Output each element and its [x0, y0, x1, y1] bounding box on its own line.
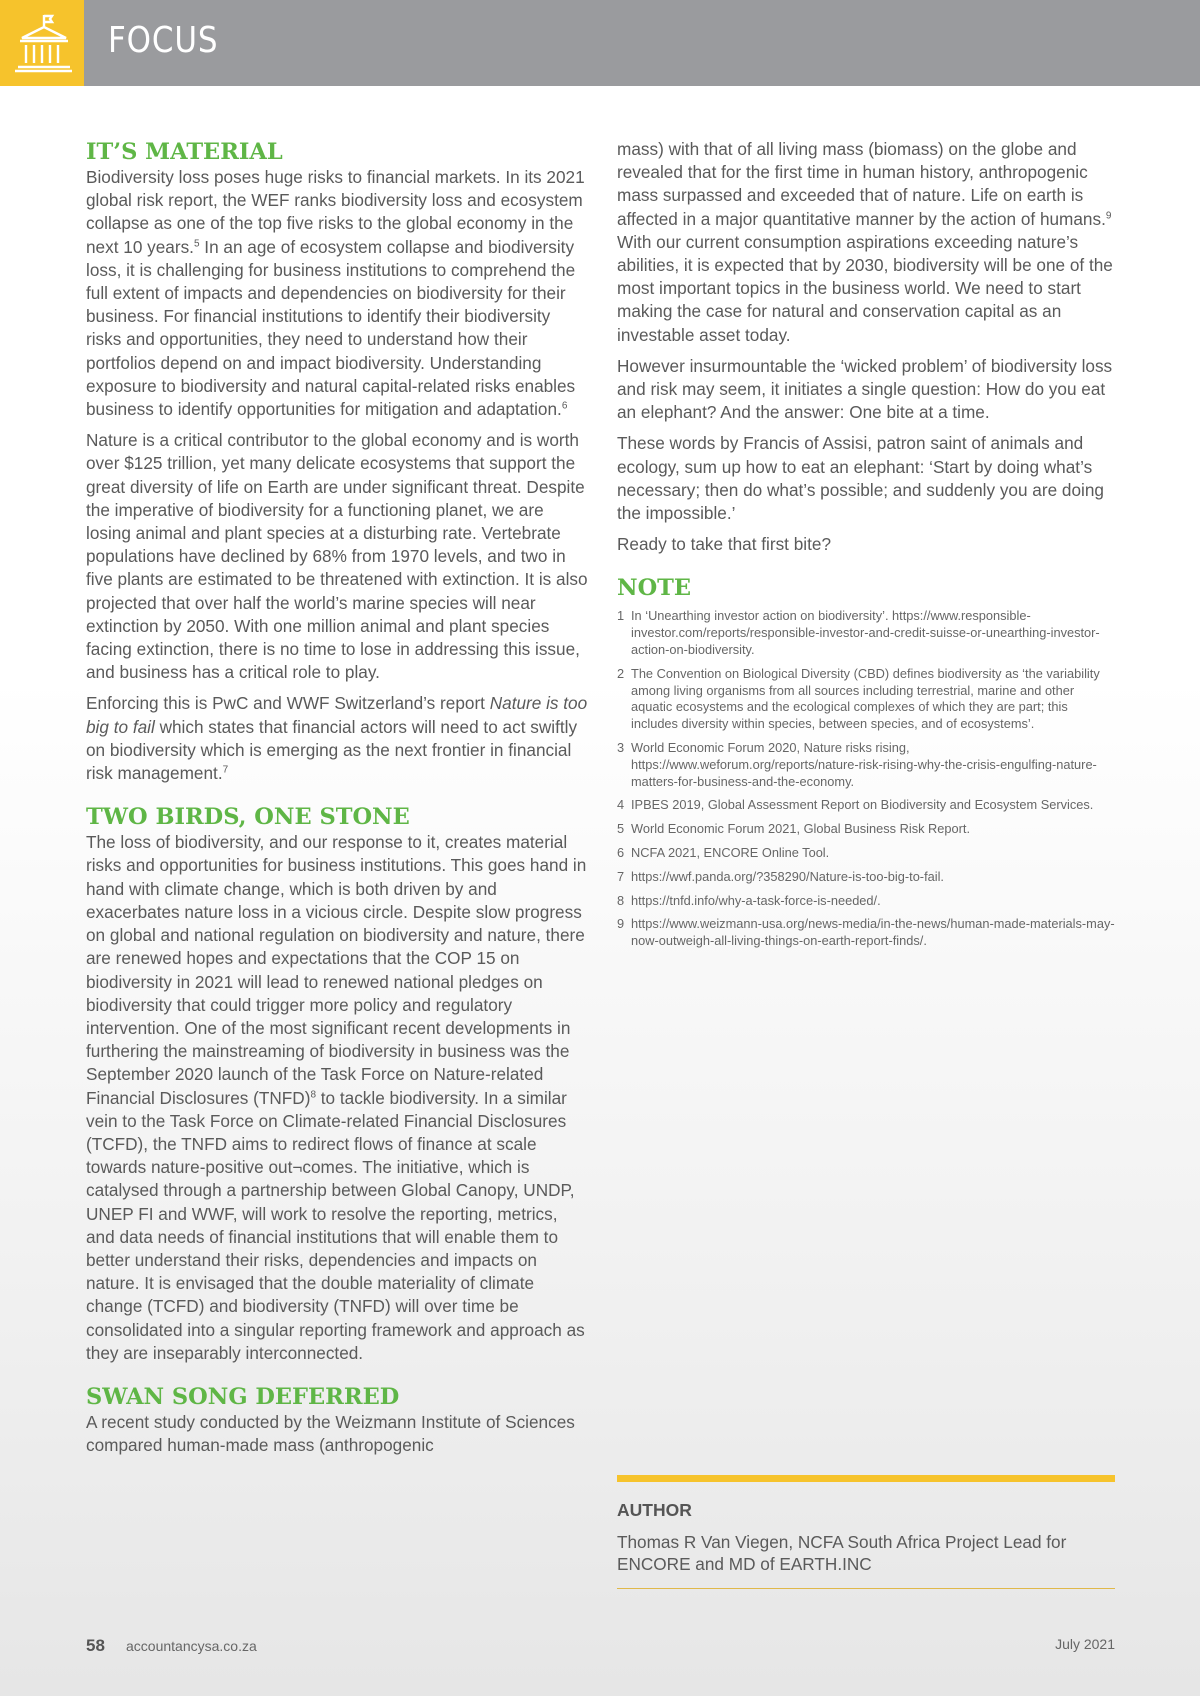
paragraph: Nature is a critical contributor to the global economy and is worth over $125 trillion, yet many delicate ecosystems that support the great diversity of life on Earth are under significant threat. Despite the imperative of biodiversity for a functioning planet, we are losing animal and plant species at a disturbing rate. Vertebrate populations have declined by 68% from 1970 levels, and two in five plants are estimated to be threatened with extinction. It is also projected that over half the world’s marine species will near extinction by 2050. With one million animal and plant species facing extinction, there is no time to lose in addressing this issue, and business has a critical role to play. — [86, 430, 588, 683]
footnote-ref: 7 — [222, 764, 229, 776]
paragraph: mass) with that of all living mass (biomass) on the globe and revealed that for the first time in human history, anthropogenic mass surpassed and exceeded that of nature. Life on earth is affected in a major quantitative manner by the action of humans.$^9$ With our current consumption aspirations exceeding nature’s abilities, it is expected that by 2030, biodiversity will be one of the most important topics in the business world. We need to start making the case for natural and conservation capital as an investable asset today. — [617, 139, 1113, 345]
footnote-ref: 6 — [561, 400, 568, 412]
paragraph: Enforcing this is PwC and WWF Switzerland’s report Nature is too big to fail which states that financial actors will need to act swiftly on biodiversity which is emerging as the next frontier in financial risk management.$^7$ — [86, 693, 588, 784]
section-logo — [0, 0, 84, 86]
report-title: Nature is too big to fail — [86, 693, 588, 737]
paragraph: However insurmountable the ‘wicked problem’ of biodiversity loss and risk may seem, it initiates a single question: How do you eat an elephant? And the answer: One bite at a time. — [617, 355, 1113, 423]
paragraph: These words by Francis of Assisi, patron saint of animals and ecology, sum up how to eat an elephant: ‘Start by doing what’s necessary; then do what’s possible; and suddenly you are doing the impossible.’ — [617, 433, 1104, 524]
note-item: 4 IPBES 2019, Global Assessment Report on Biodiversity and Ecosystem Services. — [617, 797, 1094, 813]
page-footer — [0, 1608, 1200, 1696]
note-item: 5 World Economic Forum 2021, Global Business Risk Report. — [617, 821, 971, 837]
author-accent-bar — [617, 1475, 1115, 1482]
author-label: AUTHOR — [617, 1500, 692, 1520]
notes-list — [617, 608, 1115, 950]
footnote-ref: 8 — [310, 1088, 316, 1100]
note-item: 3 World Economic Forum 2020, Nature risks rising, https://www.weforum.org/reports/nature-risk-rising-why-the-crisis-engulfing-nature-matters-for-business-and-the-economy. — [617, 740, 1097, 789]
section-title: FOCUS — [108, 20, 219, 61]
note-item: 2 The Convention on Biological Diversity (CBD) defines biodiversity as ‘the variability among living organisms from all sources including terrestrial, marine and other aquatic ecosystems and the ecological complexes of which they are part; this includes diversity within species, between species, and of ecosystems’. — [617, 665, 1100, 732]
note-item: 9 https://www.weizmann-usa.org/news-media/in-the-news/human-made-materials-may-now-outweigh-all-living-things-on-earth-report-finds/. — [617, 916, 1115, 949]
note-item: 7 https://wwf.panda.org/?358290/Nature-is-too-big-to-fail. — [617, 868, 944, 884]
right-column — [617, 138, 1115, 957]
author-box — [617, 1475, 1115, 1589]
heading-two-birds: TWO BIRDS, ONE STONE — [86, 804, 410, 831]
note-item: 8 https://tnfd.info/why-a-task-force-is-needed/. — [617, 892, 881, 908]
page-number: 58 — [86, 1636, 105, 1655]
page-header — [0, 0, 1200, 86]
museum-building-icon — [12, 12, 72, 74]
heading-note: NOTE — [617, 575, 692, 602]
paragraph: Ready to take that first bite? — [617, 534, 832, 555]
note-item: 1 In ‘Unearthing investor action on biodiversity’. https://www.responsible-investor.com/reports/responsible-investor-and-credit-suisse-or-unearthing-investor-action-on-biodiversity. — [617, 608, 1100, 658]
heading-its-material: IT’S MATERIAL — [86, 139, 283, 165]
footnote-ref: 9 — [1105, 209, 1112, 221]
heading-swan-song: SWAN SONG DEFERRED — [86, 1383, 400, 1410]
paragraph: A recent study conducted by the Weizmann Institute of Sciences compared human-made mass (anthropogenic — [86, 1411, 575, 1456]
issue-date: July 2021 — [1055, 1636, 1115, 1652]
divider — [617, 1588, 1115, 1589]
author-bio: Thomas R Van Viegen, NCFA South Africa Project Lead for ENCORE and MD of EARTH.INC — [617, 1532, 1067, 1574]
site-url: accountancysa.co.za — [126, 1638, 257, 1654]
note-item: 6 NCFA 2021, ENCORE Online Tool. — [617, 845, 830, 861]
paragraph: Biodiversity loss poses huge risks to financial markets. In its 2021 global risk report, the WEF ranks biodiversity loss and ecosystem collapse as one of the top five risks to the global economy in the next 10 years.$^5$ In an age of ecosystem collapse and biodiversity loss, it is challenging for business institutions to comprehend the full extent of impacts and dependencies on biodiversity for their business. For financial institutions to identify their biodiversity risks and opportunities, they need to understand how their portfolios depend on and impact biodiversity. Understanding exposure to biodiversity and natural capital-related risks enables business to identify opportunities for mitigation and adaptation.$^6$ — [86, 167, 585, 420]
paragraph: The loss of biodiversity, and our response to it, creates material risks and opportunities for business institutions. This goes hand in hand with climate change, which is both driven by and exacerbates nature loss in a vicious circle. Despite slow progress on global and national regulation on biodiversity and nature, there are renewed hopes and expectations that the COP 15 on biodiversity in 2021 will lead to renewed national pledges on biodiversity that could trigger more policy and regulatory intervention. One of the most significant recent developments in furthering the mainstreaming of biodiversity in business was the September 2020 launch of the Task Force on Nature-related Financial Disclosures (TNFD)$^8$ to tackle biodiversity. In a similar vein to the Task Force on Climate-related Financial Disclosures (TCFD), the TNFD aims to redirect flows of finance at scale towards nature-positive out¬comes. The initiative, which is catalysed through a partnership between Global Canopy, UNDP, UNEP FI and WWF, will work to resolve the reporting, metrics, and data needs of financial institutions that will enable them to better understand their risks, dependencies and impacts on nature. It is envisaged that the double materiality of climate change (TCFD) and biodiversity (TNFD) will over time be consolidated into a singular reporting framework and approach as they are inseparably interconnected. — [86, 832, 587, 1363]
footnote-ref: 5 — [193, 237, 200, 249]
left-column — [86, 138, 588, 1465]
